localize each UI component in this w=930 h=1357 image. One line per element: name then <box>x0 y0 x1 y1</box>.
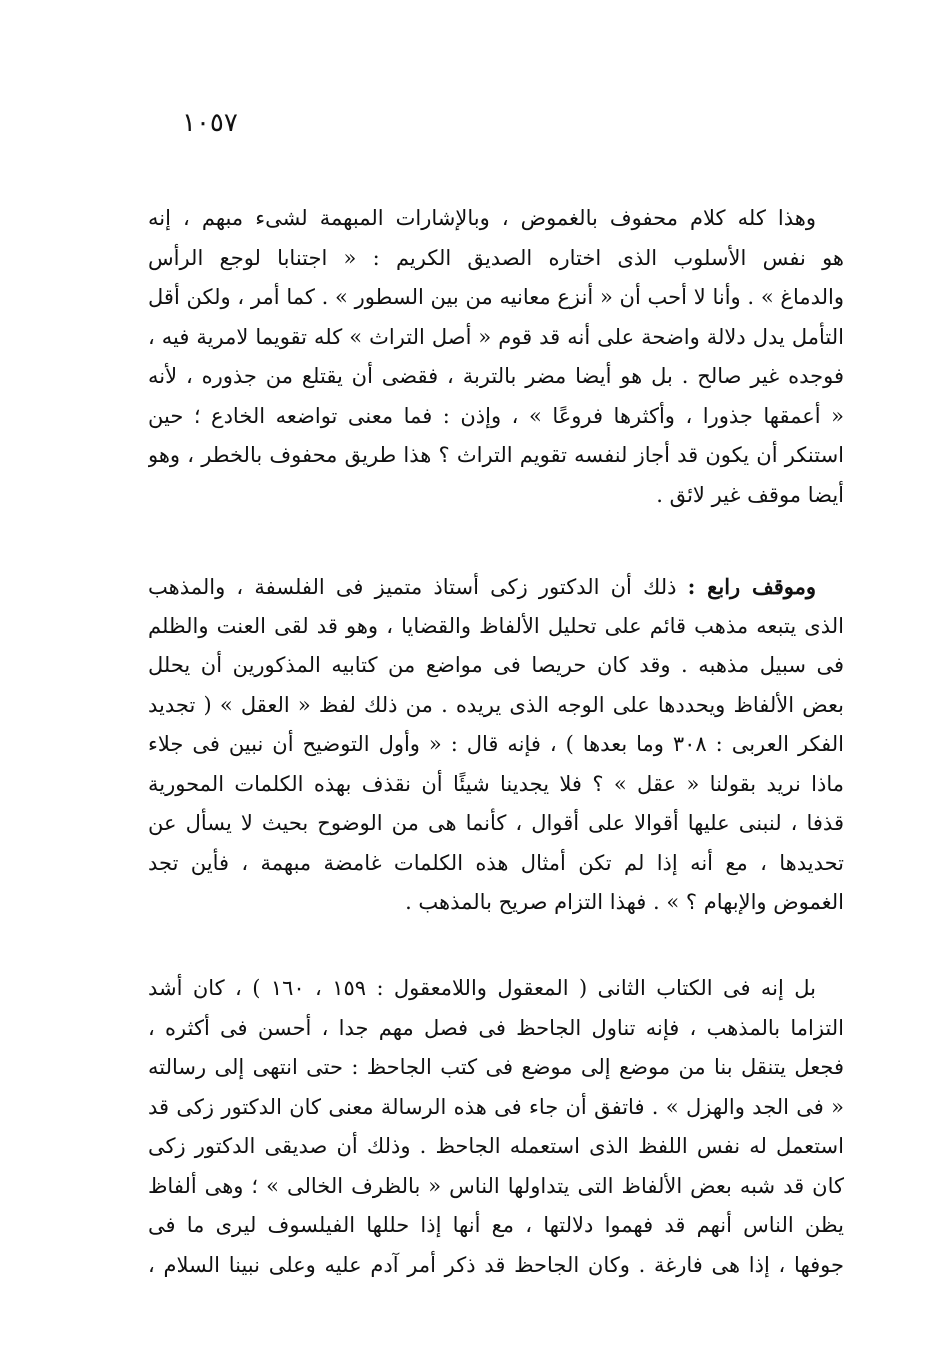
page-number: ١٠٥٧ <box>182 108 238 138</box>
text-line: كان قد شبه بعض الألفاظ التى يتداولها الناس « بالظرف الخالى » ؛ وهى ألفاظ <box>148 1173 844 1198</box>
text-line: « فى الجد والهزل » . فاتفق أن جاء فى هذه الرسالة معنى كان الدكتور زكى قد <box>148 1094 844 1119</box>
text-line <box>148 567 844 607</box>
text-line: فوجده غير صالح . بل هو أيضا مضر بالتربة ، فقضى أن يقتلع من جذوره ، لأنه <box>148 364 844 388</box>
text-line: التأمل يدل دلالة واضحة على أنه قد قوم « أصل التراث » كله تقويما لامرية فيه ، <box>148 324 844 349</box>
text-line: وهذا كله كلام محفوف بالغموض ، وبالإشارات المبهمة لشىء مبهم ، إنه <box>148 206 816 230</box>
text-line-rest: ذلك أن الدكتور زكى أستاذ متميز فى الفلسفة ، والمذهب <box>148 575 688 599</box>
text-line: « أعمقها جذورا ، وأكثرها فروعًا » ، وإذن : فما معنى تواضعه الخادع ؛ حين <box>148 403 844 428</box>
text-line: ماذا نريد بقولنا « عقل » ؟ فلا يجدينا شيئًا أن نقذف بهذه الكلمات المحورية <box>148 771 844 796</box>
paragraph-3 <box>148 969 844 1285</box>
text-line: يظن الناس أنهم قد فهموا دلالتها ، مع أنها إذا حللها الفيلسوف ليرى ما فى <box>148 1213 844 1237</box>
text-line: فجعل يتنقل بنا من موضع إلى موضع فى كتب الجاحظ : حتى انتهى إلى رسالته <box>148 1055 844 1079</box>
text-line: الغموض والإبهام ؟ » . فهذا التزام صريح بالمذهب . <box>405 890 844 914</box>
text-line: هو نفس الأسلوب الذى اختاره الصديق الكريم : « اجتنابا لوجع الرأس <box>148 245 844 270</box>
text-line: بعض الألفاظ ويحددها على الوجه الذى يريده . من ذلك لفظ « العقل » ( تجديد <box>148 692 844 717</box>
paragraph-1 <box>148 199 844 515</box>
paragraph-2 <box>148 567 844 923</box>
text-line: استنكر أن يكون قد أجاز لنفسه تقويم التراث ؟ هذا طريق محفوف بالخطر ، وهو <box>148 443 844 467</box>
text-line: جوفها ، إذا هى فارغة . وكان الجاحظ قد ذكر أمر آدم عليه وعلى نبينا السلام ، <box>148 1252 844 1277</box>
text-line: الذى يتبعه مذهب قائم على تحليل الألفاظ والقضايا ، وهو قد لقى العنت والظلم <box>148 613 844 638</box>
text-line: فى سبيل مذهبه . وقد كان حريصا فى مواضع من كتابيه المذكورين أن يحلل <box>148 653 844 677</box>
text-line: أيضا موقف غير لائق . <box>656 482 844 507</box>
paragraph-lead: وموقف رابع : <box>687 574 816 599</box>
text-line: الفكر العربى : ٣٠٨ وما بعدها ) ، فإنه قال : « وأول التوضيح أن نبين فى جلاء <box>148 732 844 756</box>
text-line: قذفا ، لنبنى عليها أقوالا على أقوال ، كأنما هى من الوضوح بحيث لا يسأل عن <box>148 811 844 835</box>
text-line: والدماغ » . وأنا لا أحب أن « أنزع معانيه من بين السطور » . كما أمر ، ولكن أقل <box>148 285 844 309</box>
text-line: التزاما بالمذهب ، فإنه تناول الجاحظ فى فصل مهم جدا ، أحسن فى أكثره ، <box>148 1015 844 1040</box>
text-line: بل إنه فى الكتاب الثانى ( المعقول واللامعقول : ١٥٩ ، ١٦٠ ) ، كان أشد <box>148 976 816 1000</box>
text-line: تحديدها ، مع أنه إذا لم تكن أمثال هذه الكلمات غامضة مبهمة ، فأين تجد <box>148 850 844 875</box>
text-line: استعمل له نفس اللفظ الذى استعمله الجاحظ . وذلك أن صديقى الدكتور زكى <box>148 1134 844 1158</box>
